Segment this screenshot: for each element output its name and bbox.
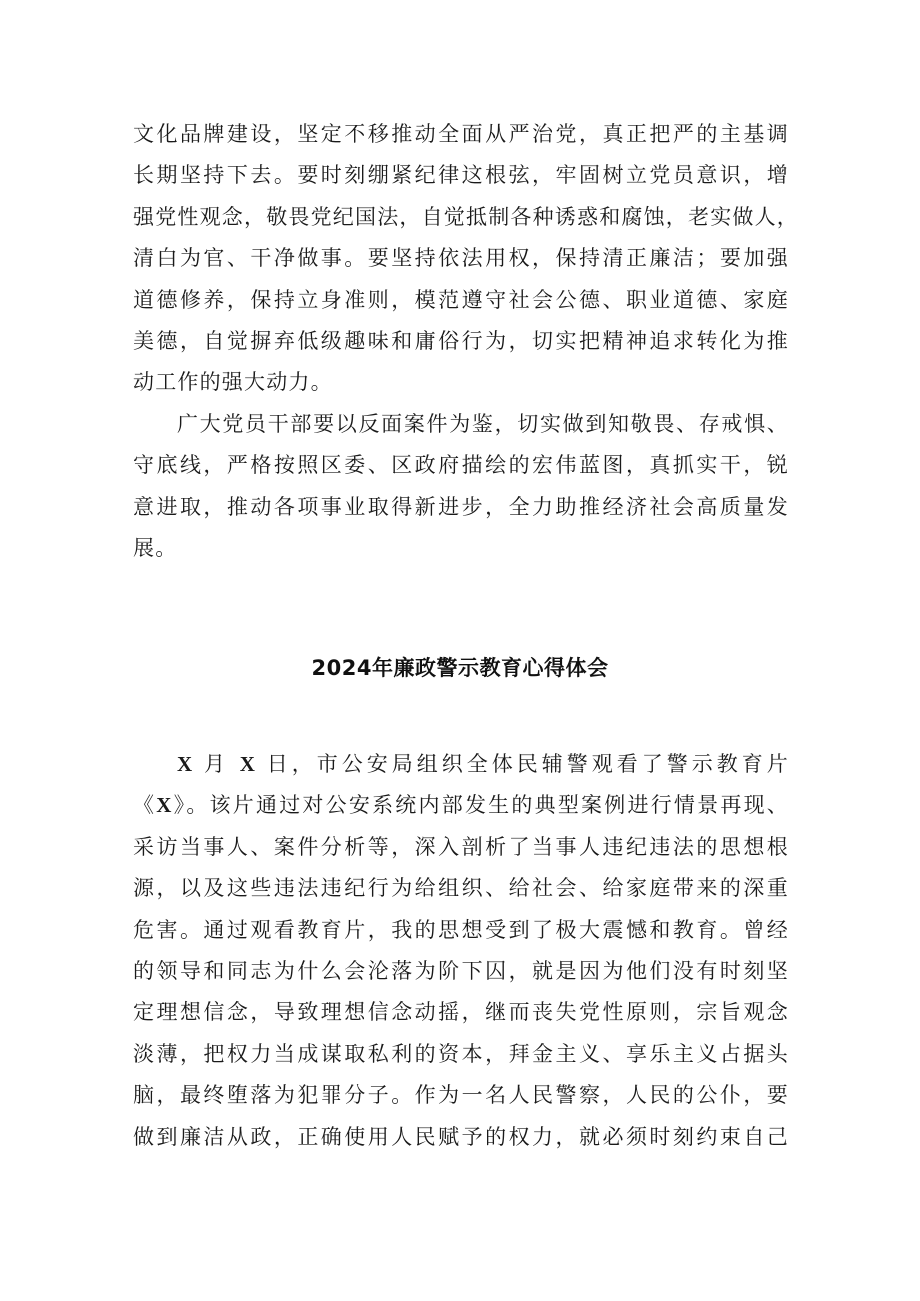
bold-x-month: X: [177, 752, 194, 776]
text-line-second: [133, 785, 789, 826]
text-line: 强党性观念，敬畏党纪国法，自觉抵制各种诱惑和腐蚀，老实做人，: [133, 204, 799, 229]
text-fragment: 月: [193, 752, 240, 776]
text-line: 定理想信念，导致理想信念动摇，继而丧失党性原则，宗旨观念: [133, 1000, 789, 1025]
paragraph-1: [133, 114, 799, 404]
text-line: 脑，最终堕落为犯罪分子。作为一名人民警察，人民的公仆，要: [133, 1083, 789, 1108]
text-line: 做到廉洁从政，正确使用人民赋予的权力，就必须时刻约束自己: [133, 1124, 789, 1149]
text-fragment: 《: [133, 793, 157, 818]
bold-x-day: X: [239, 752, 257, 776]
paragraph-2: [133, 404, 789, 570]
text-line: 的领导和同志为什么会沦落为阶下囚，就是因为他们没有时刻坚: [133, 959, 789, 984]
text-line: 源，以及这些违法违纪行为给组织、给社会、给家庭带来的深重: [133, 876, 789, 901]
text-line: 清白为官、干净做事。要坚持依法用权，保持清正廉洁；要加强: [133, 246, 789, 271]
text-line: 危害。通过观看教育片，我的思想受到了极大震憾和教育。曾经: [133, 917, 789, 942]
text-line: 美德，自觉摒弃低级趣味和庸俗行为，切实把精神追求转化为推: [133, 329, 789, 354]
text-line: 守底线，严格按照区委、区政府描绘的宏伟蓝图，真抓实干，锐: [133, 453, 789, 478]
text-line: 动工作的强大动力。: [133, 370, 333, 395]
body-text-section-1: [133, 114, 799, 569]
paragraph-3: [133, 744, 789, 1158]
text-line: 意进取，推动各项事业取得新进步，全力助推经济社会高质量发: [133, 494, 789, 519]
text-line: 道德修养，保持立身准则，模范遵守社会公德、职业道德、家庭: [133, 287, 789, 312]
bold-x-film-title: X: [156, 793, 173, 818]
text-line: 文化品牌建设，坚定不移推动全面从严治党，真正把严的主基调: [133, 122, 789, 146]
text-fragment: 日，市公安局组织全体民辅警观看了警示教育片: [256, 752, 789, 776]
text-line: 展。: [133, 536, 178, 561]
section-heading: 2024年廉政警示教育心得体会: [311, 656, 609, 680]
text-line-first: [133, 744, 789, 785]
text-line: 长期坚持下去。要时刻绷紧纪律这根弦，牢固树立党员意识，增: [133, 163, 789, 188]
text-line: 广大党员干部要以反面案件为鉴，切实做到知敬畏、存戒惧、: [177, 411, 789, 436]
text-line: 淡薄，把权力当成谋取私利的资本，拜金主义、享乐主义占据头: [133, 1041, 789, 1066]
text-line: 采访当事人、案件分析等，深入剖析了当事人违纪违法的思想根: [133, 834, 789, 859]
text-fragment: 》。该片通过对公安系统内部发生的典型案例进行情景再现、: [172, 793, 789, 818]
body-text-section-2: [133, 744, 789, 1158]
